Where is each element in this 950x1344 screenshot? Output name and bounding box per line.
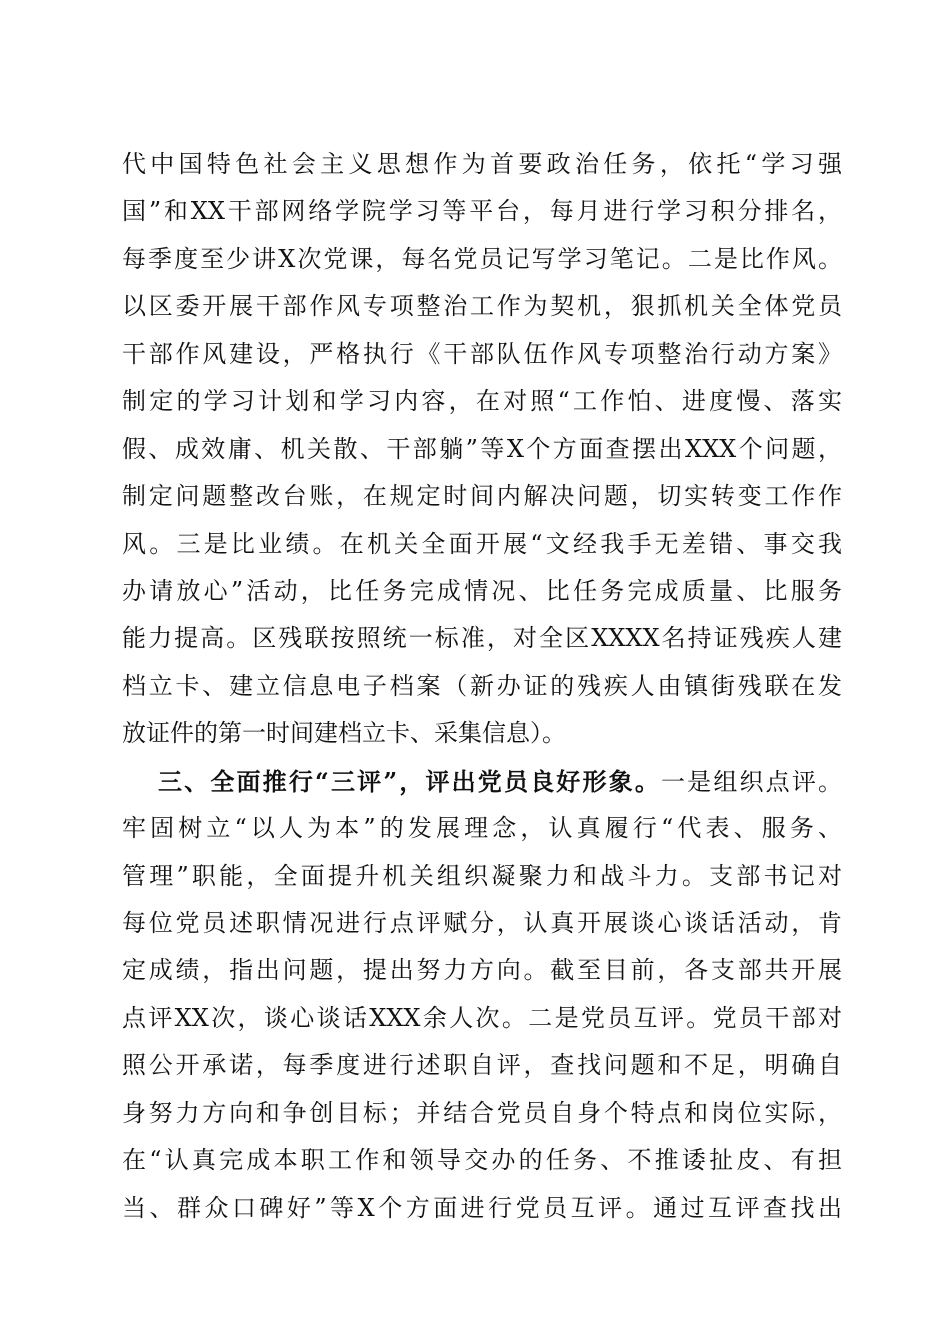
text-line: 制定问题整改台账，在规定时间内解决问题，切实转变工作作 [122,482,842,511]
text-line: 制定的学习计划和学习内容，在对照“工作怕、进度慢、落实 [122,387,842,416]
text-line: 当、群众口碑好”等X个方面进行党员互评。通过互评查找出 [122,1193,842,1222]
text-line: 在“认真完成本职工作和领导交办的任务、不推诿扯皮、有担 [122,1146,842,1175]
text-line: 牢固树立“以人为本”的发展理念，认真履行“代表、服务、 [122,814,842,843]
text-line: 每位党员述职情况进行点评赋分，认真开展谈心谈话活动，肯 [122,909,842,937]
text-line: 国”和XX干部网络学院学习等平台，每月进行学习积分排名， [122,197,842,226]
text-run: 一是组织点评。 [661,767,843,796]
text-line: 办请放心”活动，比任务完成情况、比任务完成质量、比服务 [122,576,842,605]
text-line: 假、成效庸、机关散、干部躺”等X个方面查摆出XXX个问题， [122,434,842,463]
text-line: 点评XX次，谈心谈话XXX余人次。二是党员互评。党员干部对 [122,1003,842,1032]
document-body [122,141,842,1232]
text-line: 以区委开展干部作风专项整治工作为契机，狠抓机关全体党员 [122,292,842,321]
text-line: 定成绩，指出问题，提出努力方向。截至目前，各支部共开展 [122,956,842,985]
text-line: 代中国特色社会主义思想作为首要政治任务，依托“学习强 [122,150,842,178]
text-line: 照公开承诺，每季度进行述职自评，查找问题和不足，明确自 [122,1051,842,1080]
text-line: 档立卡、建立信息电子档案（新办证的残疾人由镇街残联在发 [122,671,842,700]
section-heading: 三、全面推行“三评”，评出党员良好形象。 [158,766,661,796]
text-line: 管理”职能，全面提升机关组织凝聚力和战斗力。支部书记对 [122,861,842,890]
paragraph-2 [122,758,842,1232]
text-line: 放证件的第一时间建档立卡、采集信息）。 [122,719,566,748]
text-line: 能力提高。区残联按照统一标准，对全区XXXX名持证残疾人建 [122,624,842,653]
section-heading-line [122,758,842,805]
text-line: 风。三是比业绩。在机关全面开展“文经我手无差错、事交我 [122,529,842,558]
text-line: 身努力方向和争创目标；并结合党员自身个特点和岗位实际， [122,1098,842,1127]
text-line: 每季度至少讲X次党课，每名党员记写学习笔记。二是比作风。 [122,244,842,273]
paragraph-1 [122,141,842,758]
text-line: 干部作风建设，严格执行《干部队伍作风专项整治行动方案》 [122,339,842,368]
